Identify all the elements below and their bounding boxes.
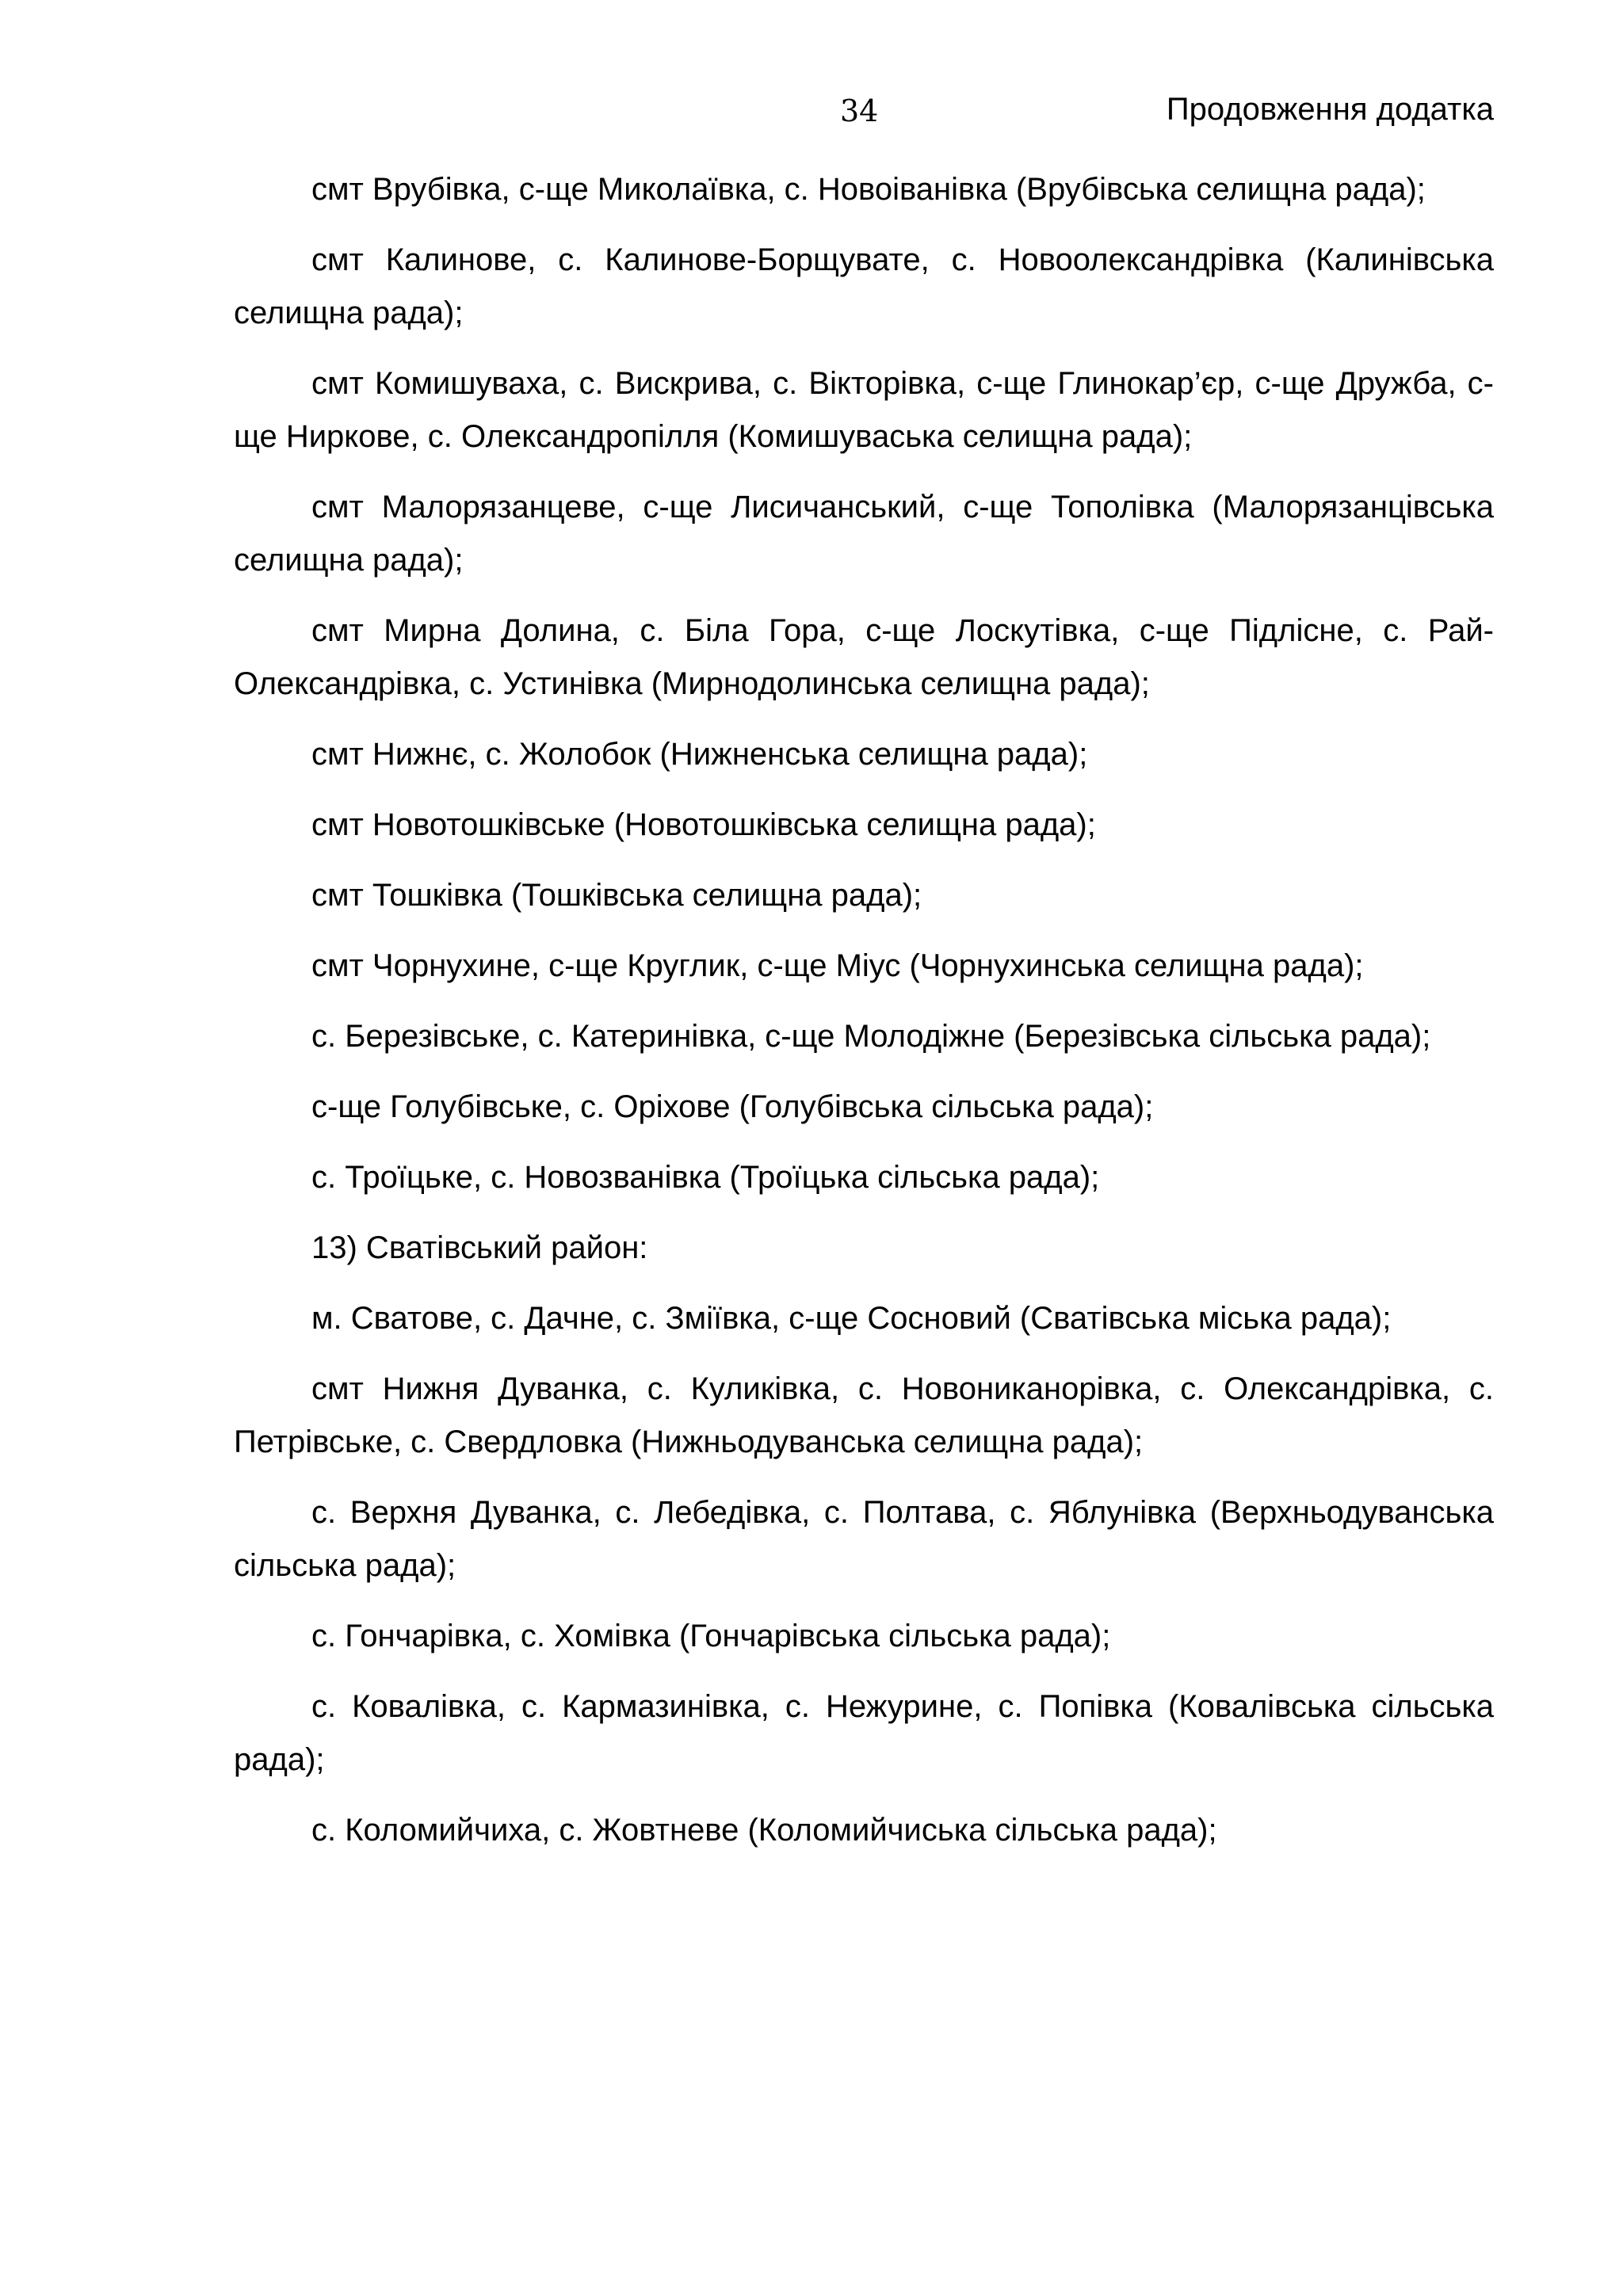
document-body xyxy=(234,163,1494,1875)
section-heading-svatove-district: 13) Сватівський район: xyxy=(311,1230,648,1265)
paragraph-toshkivka: смт Тошківка (Тошківська селищна рада); xyxy=(311,878,922,913)
paragraph-holubivske: с-ще Голубівське, с. Оріхове (Голубівська сільська рада); xyxy=(311,1089,1154,1124)
running-header: Продовження додатка xyxy=(1166,92,1494,127)
paragraph-honcharivka: с. Гончарівка, с. Хомівка (Гончарівська сільська рада); xyxy=(311,1619,1111,1653)
paragraph-komyshuvakha: смт Комишуваха, с. Вискрива, с. Вікторівка, с-ще Глинокар’єр, с-ще Дружба, с-ще Ниркове, с. Олександропілля (Комишуваська селищна рада); xyxy=(234,366,1494,454)
page-number: 34 xyxy=(840,93,879,128)
paragraph-berezivske: с. Березівське, с. Катеринівка, с-ще Молодіжне (Березівська сільська рада); xyxy=(311,1019,1431,1054)
paragraph-novotoshkivske: смт Новотошківське (Новотошківська селищна рада); xyxy=(311,807,1096,842)
paragraph-kovalivka: с. Ковалівка, с. Кармазинівка, с. Нежурине, с. Попівка (Ковалівська сільська рада); xyxy=(234,1689,1494,1777)
paragraph-verkhnia-duvanka: с. Верхня Дуванка, с. Лебедівка, с. Полтава, с. Яблунівка (Верхньодуванська сільська рада); xyxy=(234,1495,1494,1583)
paragraph-troitske: с. Троїцьке, с. Новозванівка (Троїцька сільська рада); xyxy=(311,1160,1100,1195)
paragraph-vrubivka: смт Врубівка, с-ще Миколаївка, с. Новоіванівка (Врубівська селищна рада); xyxy=(311,172,1426,207)
paragraph-svatove: м. Сватове, с. Дачне, с. Зміївка, с-ще Сосновий (Сватівська міська рада); xyxy=(311,1301,1392,1336)
paragraph-nyzhnia-duvanka: смт Нижня Дуванка, с. Куликівка, с. Новониканорівка, с. Олександрівка, с. Петрівське, с. Свердловка (Нижньодуванська селищна рада); xyxy=(234,1371,1494,1459)
paragraph-chornukhyne: смт Чорнухине, с-ще Круглик, с-ще Міус (Чорнухинська селищна рада); xyxy=(311,948,1364,983)
paragraph-maloriazantseve: смт Малорязанцеве, с-ще Лисичанський, с-ще Тополівка (Малорязанцівська селищна рада); xyxy=(234,490,1494,578)
paragraph-nyzhne: смт Нижнє, с. Жолобок (Нижненська селищна рада); xyxy=(311,737,1088,772)
paragraph-kalynove: смт Калинове, с. Калинове-Борщувате, с. Новоолександрівка (Калинівська селищна рада); xyxy=(234,242,1494,330)
paragraph-kolomyichykha: с. Коломийчиха, с. Жовтневе (Коломийчиська сільська рада); xyxy=(311,1813,1217,1848)
paragraph-myrna-dolyna: смт Мирна Долина, с. Біла Гора, с-ще Лоскутівка, с-ще Підлісне, с. Рай-Олександрівка, с. Устинівка (Мирнодолинська селищна рада); xyxy=(234,613,1494,701)
